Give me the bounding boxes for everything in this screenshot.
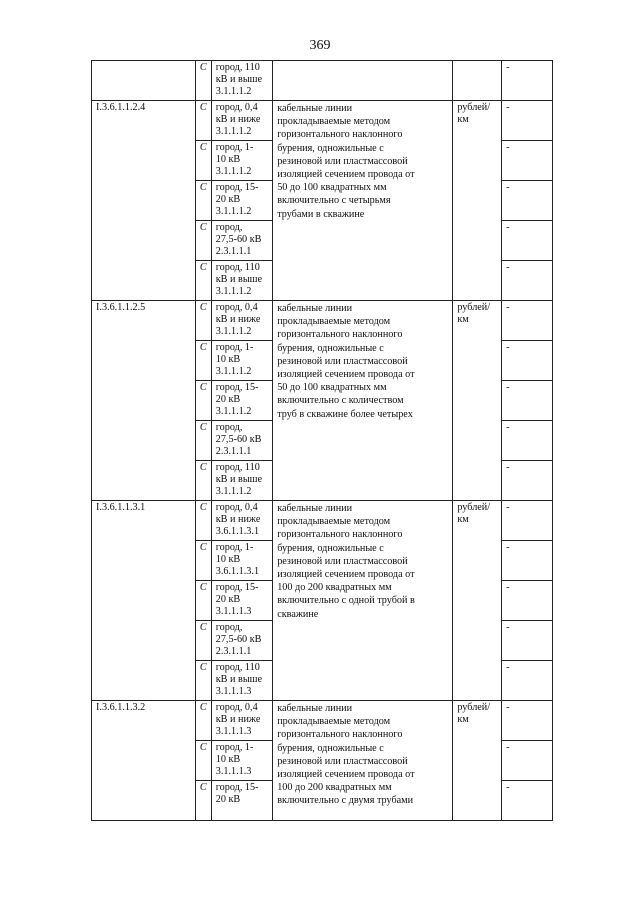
value-cell: - [502,301,553,341]
category-marker: С [195,741,211,781]
description-cell [273,301,453,501]
cell-line: город, 15- [215,582,259,593]
row-code: I.3.6.1.1.3.1 [92,501,196,701]
cell-line: резиновой или пластмассовой [277,755,408,767]
unit-cell [453,101,502,301]
area-voltage-cell [211,501,272,541]
cell-line: 3.1.1.1.2 [215,126,252,137]
cell-line: рублей/ [457,302,491,313]
value-cell: - [502,61,553,101]
row-code: I.3.6.1.1.2.4 [92,101,196,301]
value-cell: - [502,741,553,781]
cell-line: горизонтального наклонного [277,129,403,141]
cell-line: кВ и выше [215,74,263,85]
cell-line: город, 15- [215,782,259,793]
cell-line: прокладываемые методом [277,116,391,128]
cell-line: горизонтального наклонного [277,529,403,541]
cell-line: 3.6.1.1.3.1 [215,526,260,537]
category-marker: С [195,381,211,421]
table-row [92,301,553,341]
category-marker: С [195,461,211,501]
cell-line: включительно с количеством [277,395,404,407]
unit-cell [453,301,502,501]
cell-line: 3.1.1.1.2 [215,406,252,417]
area-voltage-cell [211,61,272,101]
cell-line: 20 кВ [215,394,241,405]
area-voltage-cell [211,181,272,221]
row-code [92,61,196,101]
cell-line: горизонтального наклонного [277,329,403,341]
area-voltage-cell [211,701,272,741]
cell-line: бурения, одножильные с [277,742,384,754]
cell-line: труб в скважине более четырех [277,408,413,420]
cell-line: город, [215,422,243,433]
cell-line: город, 1- [215,342,254,353]
cell-line: изоляцией сечением провода от [277,769,415,781]
area-voltage-cell [211,621,272,661]
cell-line: 20 кВ [215,594,241,605]
value-cell: - [502,141,553,181]
category-marker: С [195,501,211,541]
value-cell: - [502,381,553,421]
description-cell [273,501,453,701]
cell-line: 3.1.1.1.2 [215,166,252,177]
cell-line: рублей/ [457,102,491,113]
area-voltage-cell [211,781,272,821]
category-marker: С [195,301,211,341]
cell-line: город, 110 [215,262,260,273]
value-cell: - [502,341,553,381]
category-marker: С [195,141,211,181]
page-number: 369 [309,38,331,53]
cell-line: 3.1.1.1.3 [215,606,252,617]
tariff-table [91,60,553,821]
cell-line: 100 до 200 квадратных мм [277,782,392,794]
cell-line: км [457,514,469,525]
value-cell: - [502,581,553,621]
cell-line: км [457,314,469,325]
cell-line: город, 1- [215,142,254,153]
value-cell: - [502,661,553,701]
area-voltage-cell [211,581,272,621]
category-marker: С [195,661,211,701]
cell-line: резиновой или пластмассовой [277,555,408,567]
category-marker: С [195,701,211,741]
row-code: I.3.6.1.1.3.2 [92,701,196,821]
description-cell [273,701,453,821]
area-voltage-cell [211,341,272,381]
area-voltage-cell [211,101,272,141]
cell-line: 50 до 100 квадратных мм [277,182,387,194]
unit-cell [453,501,502,701]
cell-line: 10 кВ [215,354,241,365]
cell-line: 10 кВ [215,154,241,165]
cell-line: кабельные линии [277,303,353,314]
value-cell: - [502,221,553,261]
cell-line: кВ и выше [215,274,263,285]
unit-cell [453,61,502,101]
cell-line: кВ и ниже [215,314,261,325]
cell-line: 3.1.1.1.3 [215,766,252,777]
description-cell [273,101,453,301]
cell-line: включительно с одной трубой в [277,595,415,607]
cell-line: км [457,114,469,125]
table-row [92,501,553,541]
cell-line: прокладываемые методом [277,516,391,528]
cell-line: 20 кВ [215,194,241,205]
category-marker: С [195,341,211,381]
area-voltage-cell [211,461,272,501]
cell-line: 27,5-60 кВ [215,234,262,245]
cell-line: 2.3.1.1.1 [215,246,252,257]
cell-line: 2.3.1.1.1 [215,446,252,457]
cell-line: бурения, одножильные с [277,142,384,154]
cell-line: км [457,714,469,725]
category-marker: С [195,181,211,221]
cell-line: кабельные линии [277,103,353,114]
table-row [92,61,553,101]
cell-line: рублей/ [457,502,491,513]
cell-line: резиновой или пластмассовой [277,355,408,367]
area-voltage-cell [211,301,272,341]
cell-line: кВ и выше [215,474,263,485]
category-marker: С [195,541,211,581]
cell-line: включительно с четырьмя [277,195,391,207]
value-cell: - [502,781,553,821]
cell-line: прокладываемые методом [277,316,391,328]
cell-line: 3.1.1.1.2 [215,326,252,337]
cell-line: 3.1.1.1.2 [215,286,252,297]
cell-line: изоляцией сечением провода от [277,569,415,581]
cell-line: кВ и ниже [215,714,261,725]
cell-line: включительно с двумя трубами [277,795,414,807]
description-cell [273,61,453,101]
cell-line: кабельные линии [277,703,353,714]
area-voltage-cell [211,421,272,461]
value-cell: - [502,501,553,541]
cell-line: 27,5-60 кВ [215,434,262,445]
value-cell: - [502,181,553,221]
cell-line: 10 кВ [215,554,241,565]
area-voltage-cell [211,541,272,581]
cell-line: кВ и ниже [215,514,261,525]
value-cell: - [502,541,553,581]
category-marker: С [195,261,211,301]
cell-line: 20 кВ [215,794,241,805]
cell-line: бурения, одножильные с [277,542,384,554]
cell-line: город, 110 [215,462,260,473]
category-marker: С [195,581,211,621]
cell-line: 3.1.1.1.2 [215,206,252,217]
cell-line: город, 0,4 [215,702,258,713]
cell-line: трубами в скважине [277,208,365,220]
cell-line: город, 0,4 [215,502,258,513]
cell-line: город, 1- [215,742,254,753]
area-voltage-cell [211,261,272,301]
row-code: I.3.6.1.1.2.5 [92,301,196,501]
category-marker: С [195,101,211,141]
cell-line: город, 110 [215,662,260,673]
area-voltage-cell [211,221,272,261]
cell-line: 3.1.1.1.2 [215,86,252,97]
cell-line: город, [215,222,243,233]
cell-line: 50 до 100 квадратных мм [277,382,387,394]
cell-line: прокладываемые методом [277,716,391,728]
cell-line: 3.1.1.1.3 [215,686,252,697]
cell-line: город, 0,4 [215,302,258,313]
cell-line: 3.6.1.1.3.1 [215,566,260,577]
table-row [92,101,553,141]
value-cell: - [502,101,553,141]
unit-cell [453,701,502,821]
cell-line: 3.1.1.1.3 [215,726,252,737]
cell-line: город, 1- [215,542,254,553]
cell-line: изоляцией сечением провода от [277,169,415,181]
area-voltage-cell [211,741,272,781]
cell-line: город, 15- [215,182,259,193]
category-marker: С [195,61,211,101]
cell-line: 3.1.1.1.2 [215,366,252,377]
value-cell: - [502,621,553,661]
cell-line: 27,5-60 кВ [215,634,262,645]
category-marker: С [195,421,211,461]
cell-line: скважине [277,608,319,620]
category-marker: С [195,781,211,821]
cell-line: город, 110 [215,62,260,73]
cell-line: резиновой или пластмассовой [277,155,408,167]
cell-line: бурения, одножильные с [277,342,384,354]
category-marker: С [195,621,211,661]
table-body [92,61,553,821]
cell-line: 2.3.1.1.1 [215,646,252,657]
cell-line: кабельные линии [277,503,353,514]
category-marker: С [195,221,211,261]
cell-line: изоляцией сечением провода от [277,369,415,381]
cell-line: рублей/ [457,702,491,713]
cell-line: город, 0,4 [215,102,258,113]
value-cell: - [502,461,553,501]
value-cell: - [502,261,553,301]
cell-line: 10 кВ [215,754,241,765]
cell-line: кВ и ниже [215,114,261,125]
value-cell: - [502,701,553,741]
area-voltage-cell [211,661,272,701]
value-cell: - [502,421,553,461]
cell-line: горизонтального наклонного [277,729,403,741]
table-row [92,701,553,741]
area-voltage-cell [211,381,272,421]
cell-line: кВ и выше [215,674,263,685]
cell-line: 3.1.1.1.2 [215,486,252,497]
cell-line: город, 15- [215,382,259,393]
cell-line: город, [215,622,243,633]
cell-line: 100 до 200 квадратных мм [277,582,392,594]
area-voltage-cell [211,141,272,181]
